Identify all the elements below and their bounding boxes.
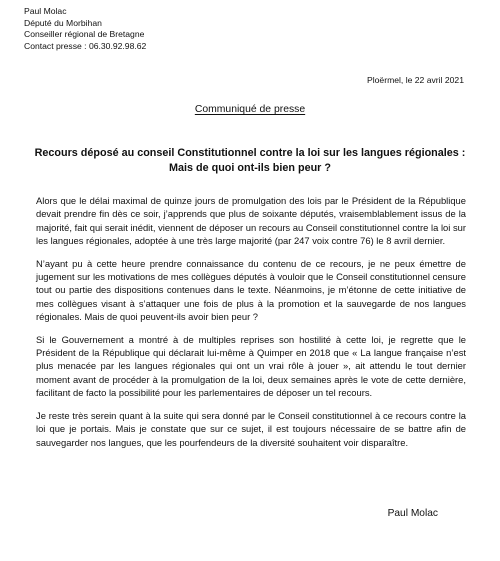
body-paragraph-3: Si le Gouvernement a montré à de multiples reprises son hostilité à cette loi, je regrette que le Président de la République qui déclarait lui-même à Quimper en 2018 que « La langue française n’est plus menacée par les langues régionales qui ont un vrai rôle à jouer », ait attendu le tout dernier moment avant de procéder à la promulgation de la loi, deux semaines après le vote de cette dernière, facilitant de facto la possibilité pour les parlementaires de déposer un tel recours.	[36, 333, 466, 399]
release-title-line-1: Recours déposé au conseil Constitutionnel contre la loi sur les langues régionales :	[34, 147, 466, 159]
signature: Paul Molac	[387, 508, 438, 519]
press-contact: Contact presse : 06.30.92.98.62	[24, 40, 147, 51]
sender-block	[24, 6, 146, 52]
body-paragraph-2: N’ayant pu à cette heure prendre connaissance du contenu de ce recours, je ne peux émettre de jugement sur les motivations de mes collègues députés à vouloir que le Conseil constitutionnel censure tout ou partie des dispositions contenues dans le texte. Néanmoins, je m’étonne de cette initiative de mes collègues visant à s’attaquer une fois de plus à la promotion et la sauvegarde de nos langues régionales. Mais de quoi peuvent-ils avoir bien peur ?	[36, 257, 466, 322]
release-title	[20, 146, 480, 175]
sender-name: Paul Molac	[24, 6, 67, 16]
body-paragraph-1: Alors que le délai maximal de quinze jours de promulgation des lois par le Président de la République devait prendre fin dès ce soir, j’apprends que plus de soixante députés, vraisemblablement issus de la majorité, fait qui serait inédit, viennent de déposer un recours au Conseil constitutionnel contre la loi sur les langues régionales, adoptée à une très large majorité (par 247 voix contre 76) le 8 avril dernier.	[36, 195, 466, 246]
sender-role-deputy: Député du Morbihan	[24, 17, 102, 28]
body-paragraph-4: Je reste très serein quant à la suite qui sera donné par le Conseil constitutionnel à ce recours contre la loi que je portais. Mais je constate que sur ce sujet, il est toujours nécessaire de se battre afin de sauvegarder nos langues, que les pourfendeurs de la diversité souhaitent voir disparaître.	[36, 409, 466, 448]
sender-role-councillor: Conseiller régional de Bretagne	[24, 29, 145, 40]
place-date: Ploërmel, le 22 avril 2021	[367, 75, 464, 85]
document-heading: Communiqué de presse	[194, 104, 306, 115]
release-title-line-2: Mais de quoi ont-ils bien peur ?	[169, 161, 331, 174]
release-body	[36, 194, 466, 458]
